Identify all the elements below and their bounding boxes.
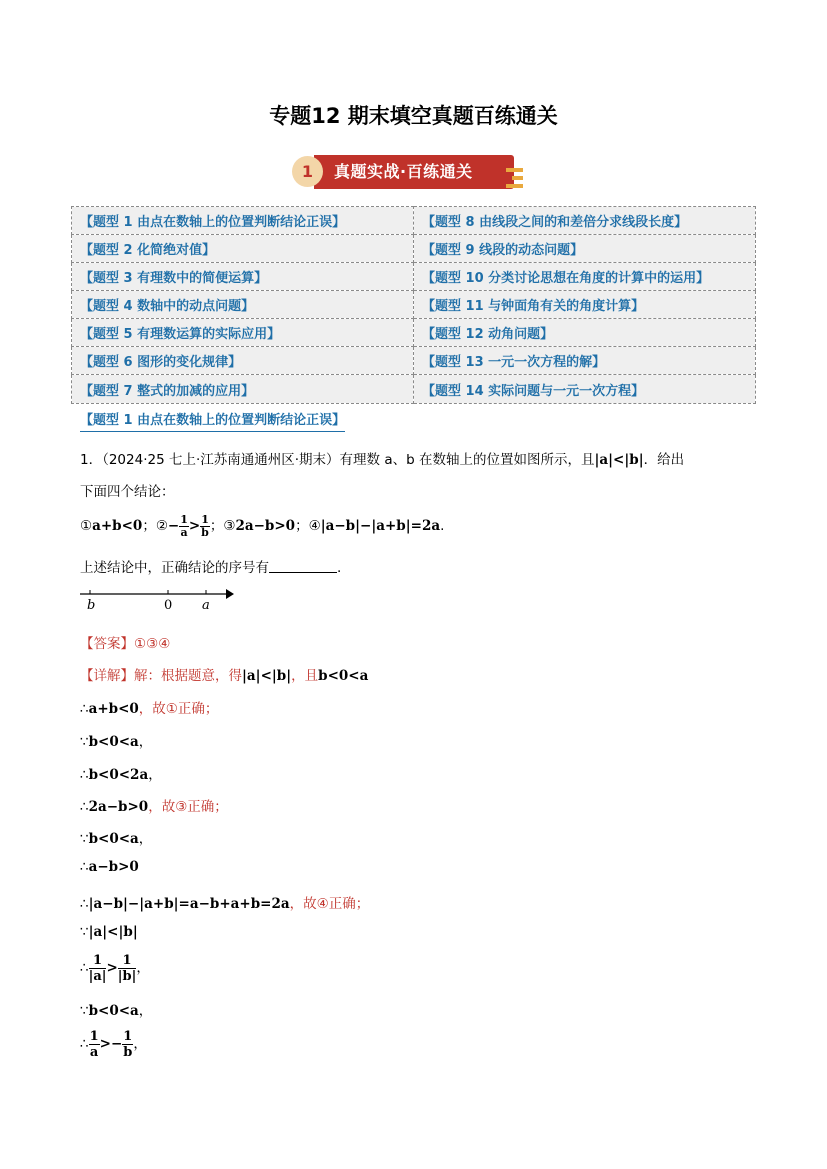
number-line-figure (78, 586, 238, 614)
solution-step: ∴b<0<2a， (80, 767, 162, 783)
topic-link[interactable]: 【题型 5 有理数运算的实际应用】 (72, 319, 414, 347)
topic-row (72, 235, 756, 263)
banner-stripe-icon (506, 168, 523, 172)
topic-row (72, 375, 756, 404)
topic-link[interactable]: 【题型 11 与钟面角有关的角度计算】 (414, 291, 756, 319)
fraction: $\frac{1}{|b|}$ (117, 952, 137, 984)
banner-stripe-icon (512, 176, 523, 180)
topic-link[interactable]: 【题型 8 由线段之间的和差倍分求线段长度】 (414, 207, 756, 235)
topic-row (72, 207, 756, 235)
question-line-1: 1．（2024·25 七上·江苏南通通州区·期末）有理数 a、b 在数轴上的位置如图所示，且|a|<|b|．给出 (80, 452, 685, 468)
label-zero: 0 (164, 598, 173, 613)
fraction: $\frac{1}{a}$ (180, 512, 188, 539)
topic-link[interactable]: 【题型 4 数轴中的动点问题】 (72, 291, 414, 319)
solution-intro: 【详解】解：根据题意，得|a|<|b|，且b<0<a (80, 668, 369, 684)
label-a: a (202, 598, 210, 613)
topic-row (72, 319, 756, 347)
arrow-icon (226, 589, 234, 599)
topic-index-table (71, 206, 756, 404)
solution-step: ∵|a|<|b| (80, 924, 138, 940)
answer-line: 【答案】①③④ (80, 636, 171, 652)
topic-link[interactable]: 【题型 2 化简绝对值】 (72, 235, 414, 263)
fraction: $\frac{1}{b}$ (201, 512, 209, 539)
topic-link[interactable]: 【题型 14 实际问题与一元一次方程】 (414, 375, 756, 404)
solution-step: ∵b<0<a， (80, 734, 153, 750)
topic-row (72, 347, 756, 375)
solution-step: ∴a+b<0，故①正确； (80, 701, 219, 717)
topic-link[interactable]: 【题型 6 图形的变化规律】 (72, 347, 414, 375)
banner-stripe-icon (506, 184, 523, 188)
solution-step: ∴a−b>0 (80, 859, 139, 875)
solution-step: ∵b<0<a， (80, 831, 153, 847)
solution-fraction-step: ∴ $\frac{1}{|a|}$ > $\frac{1}{|b|}$ ， (80, 952, 150, 984)
topic-link[interactable]: 【题型 12 动角问题】 (414, 319, 756, 347)
solution-step: ∵b<0<a， (80, 1003, 153, 1019)
question-prompt: 上述结论中，正确结论的序号有 . (80, 560, 342, 576)
fraction: $\frac{1}{b}$ (123, 1028, 133, 1060)
page-title: 专题12 期末填空真题百练通关 (269, 104, 558, 128)
fraction: $\frac{1}{a}$ (89, 1028, 99, 1060)
topic-link[interactable]: 【题型 1 由点在数轴上的位置判断结论正误】 (72, 207, 414, 235)
banner-title: 真题实战·百练通关 (334, 162, 473, 181)
solution-fraction-step: ∴ $\frac{1}{a}$ >− $\frac{1}{b}$ ， (80, 1028, 147, 1060)
question-line-2: 下面四个结论： (80, 484, 175, 500)
topic-link[interactable]: 【题型 13 一元一次方程的解】 (414, 347, 756, 375)
answer-blank[interactable] (269, 559, 337, 573)
banner-number-badge: 1 (292, 156, 323, 187)
topic-link[interactable]: 【题型 10 分类讨论思想在角度的计算中的运用】 (414, 263, 756, 291)
section-heading-link[interactable]: 【题型 1 由点在数轴上的位置判断结论正误】 (80, 412, 345, 432)
topic-row (72, 263, 756, 291)
label-b: b (87, 598, 96, 613)
topic-link[interactable]: 【题型 7 整式的加减的应用】 (72, 375, 414, 404)
solution-step: ∴|a−b|−|a+b|=a−b+a+b=2a，故④正确； (80, 896, 370, 912)
fraction: $\frac{1}{|a|}$ (88, 952, 107, 984)
topic-row (72, 291, 756, 319)
topic-link[interactable]: 【题型 3 有理数中的简便运算】 (72, 263, 414, 291)
conclusions-line: ①a+b<0；②− $\frac{1}{a}$ > $\frac{1}{b}$ ；③2a−b>0；④|a−b|−|a+b|=2a. (80, 512, 445, 539)
topic-link[interactable]: 【题型 9 线段的动态问题】 (414, 235, 756, 263)
solution-step: ∴2a−b>0，故③正确； (80, 799, 228, 815)
section-banner (292, 153, 532, 191)
